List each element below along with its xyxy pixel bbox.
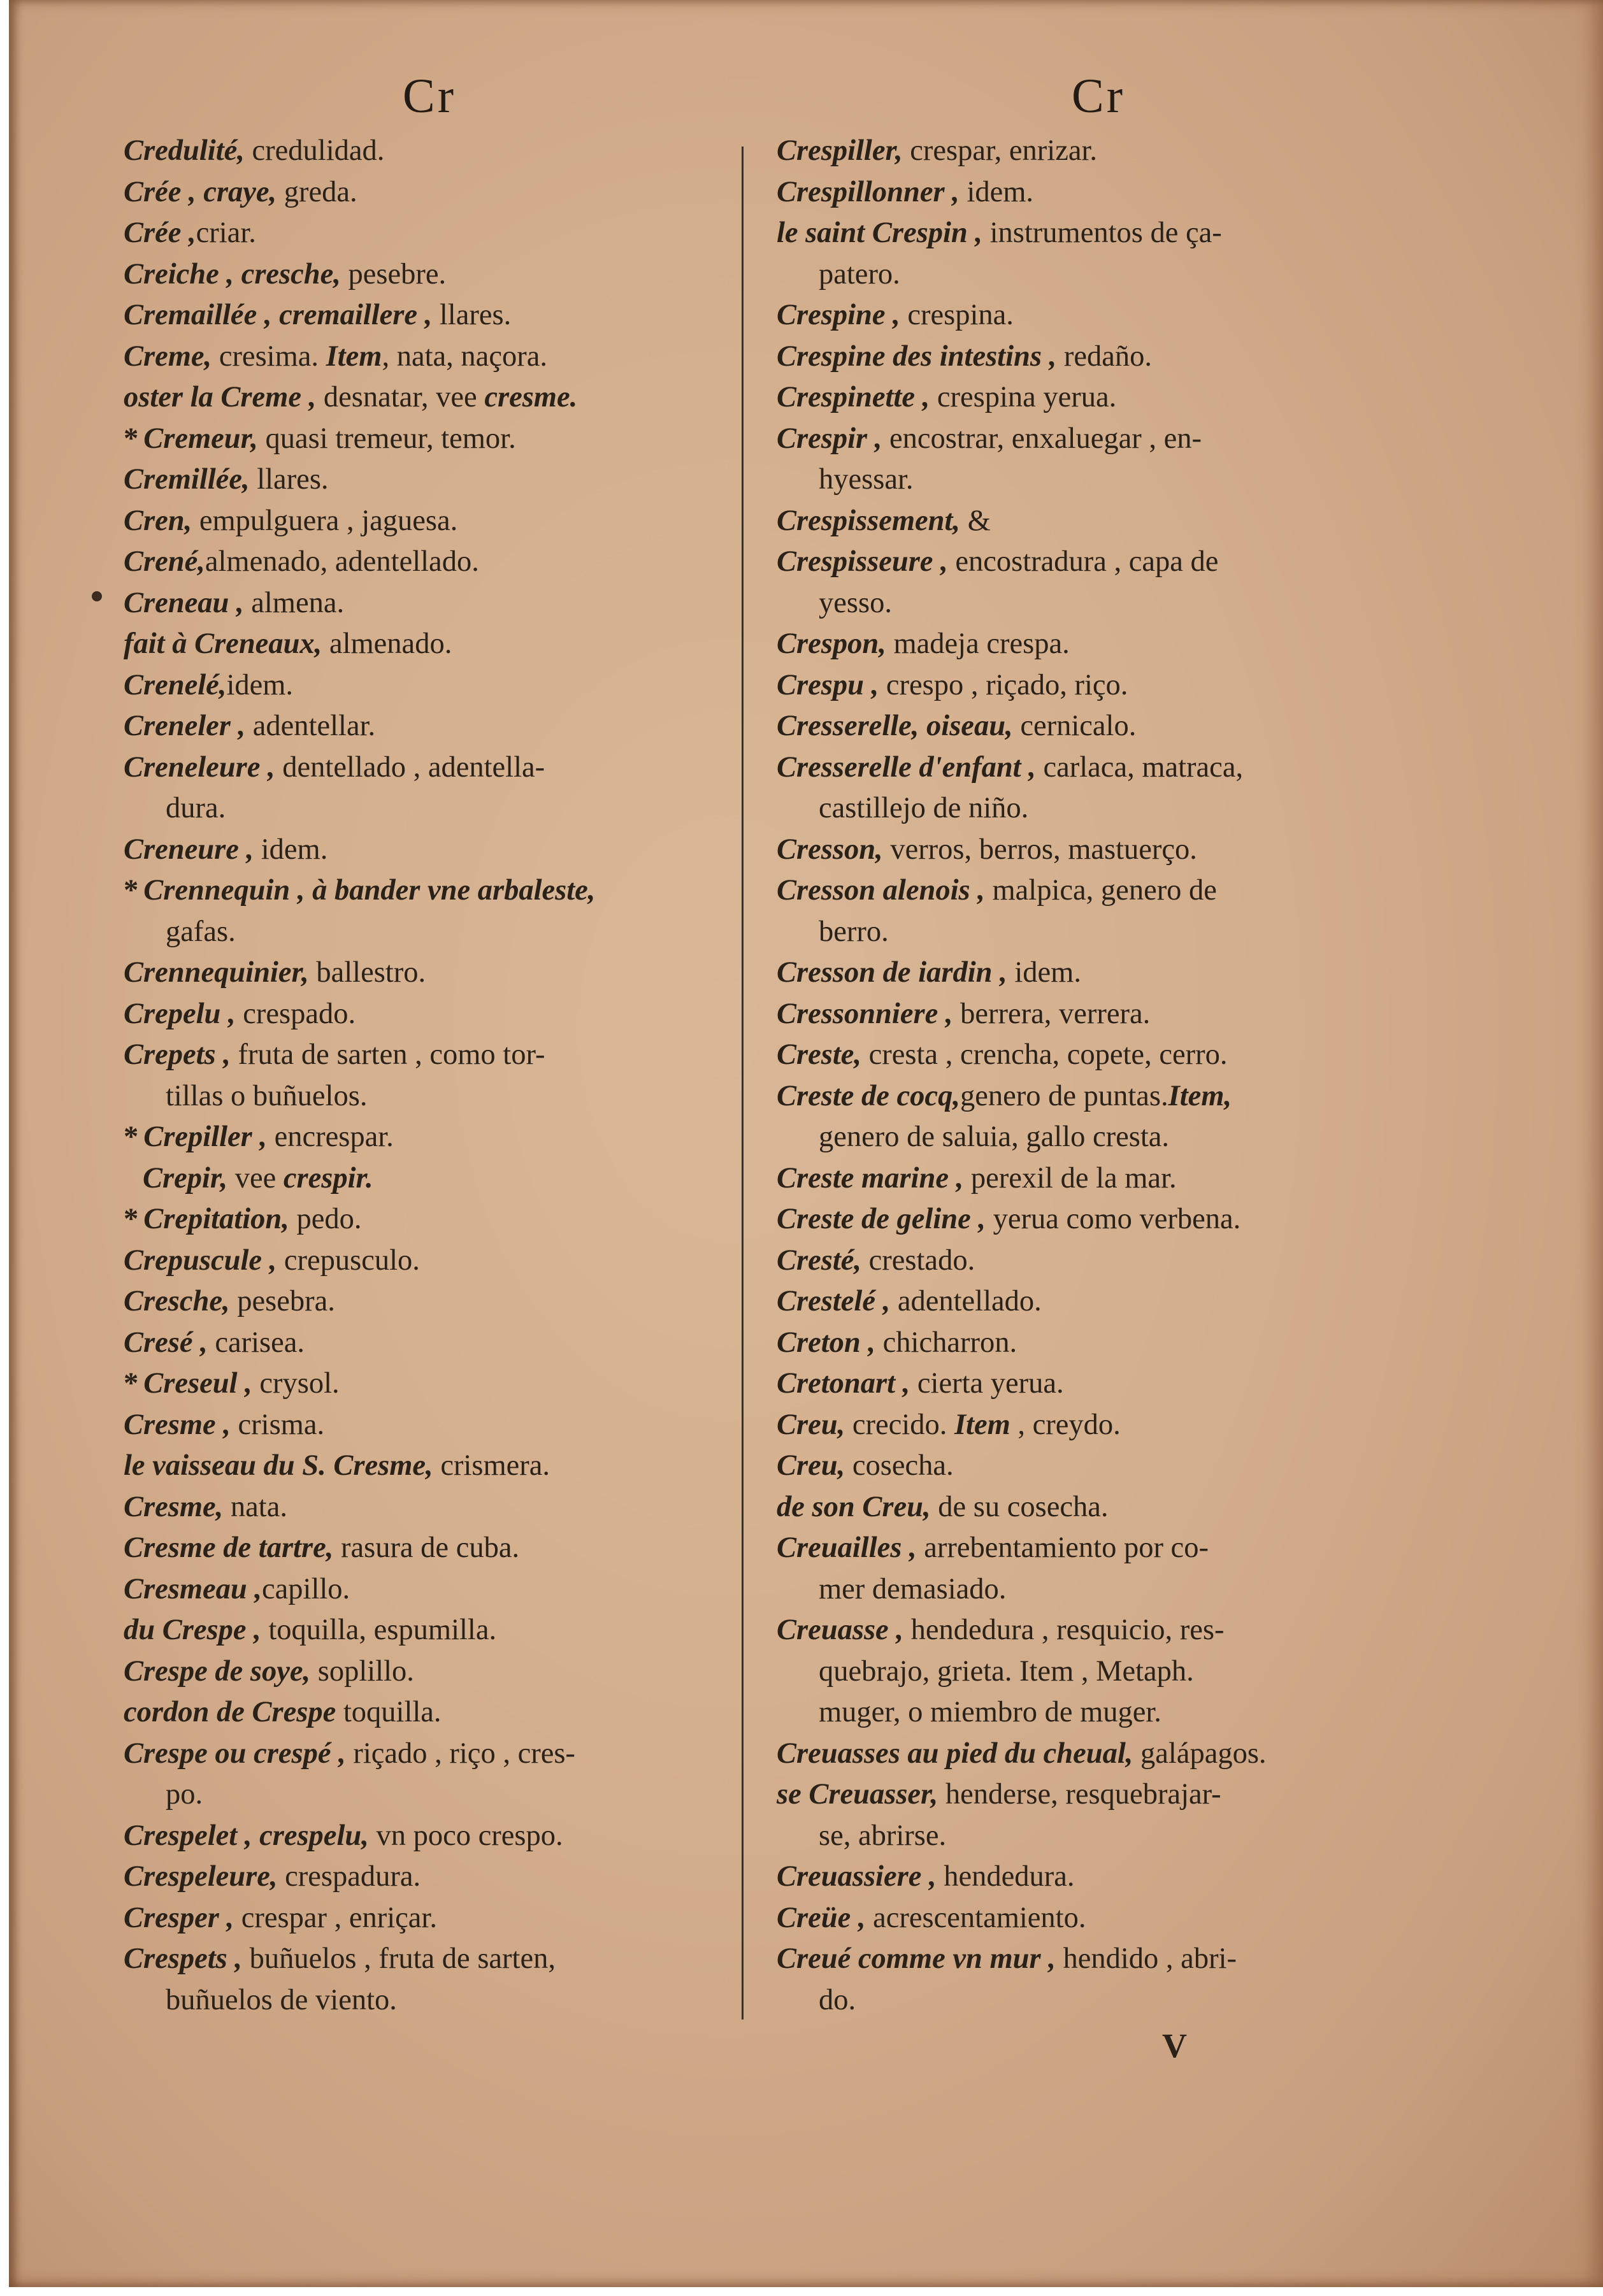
dictionary-entry <box>124 1939 735 2021</box>
definition: crespado. <box>235 997 356 1030</box>
headword: Cresme , <box>124 1408 231 1441</box>
definition: crecido. <box>845 1408 954 1441</box>
dictionary-entry <box>124 706 735 747</box>
headword: du Crespe , <box>124 1614 261 1646</box>
right-entry-list <box>777 131 1420 2021</box>
dictionary-entry <box>124 1528 735 1569</box>
dictionary-entry <box>124 459 735 501</box>
dictionary-entry <box>124 213 735 254</box>
definition-tail: , creydo. <box>1010 1408 1121 1441</box>
definition: almenado. <box>322 628 452 660</box>
dictionary-entry <box>124 419 735 460</box>
book-page <box>9 0 1603 2287</box>
headword: Creneure , <box>124 833 254 866</box>
headword: Crestelé , <box>777 1285 891 1317</box>
definition: greda. <box>277 175 357 208</box>
definition: ballestro. <box>308 956 426 989</box>
definition: nata. <box>223 1490 287 1523</box>
italic-term: Item <box>326 340 382 373</box>
definition: cernicalo. <box>1012 710 1137 742</box>
headword: Cren, <box>124 504 192 537</box>
dictionary-entry <box>777 706 1420 747</box>
headword: Crenelé, <box>124 668 227 701</box>
headword: Crespir , <box>777 422 882 455</box>
dictionary-entry <box>124 1035 735 1117</box>
headword: Cresme de tartre, <box>124 1532 334 1564</box>
dictionary-entry <box>777 1610 1420 1733</box>
column-divider <box>742 147 744 2020</box>
dictionary-entry <box>124 501 735 542</box>
headword: Creu, <box>777 1449 845 1482</box>
asterisk-mark: * <box>124 1367 139 1400</box>
dictionary-entry <box>777 1199 1420 1240</box>
definition: adentellar. <box>245 710 376 742</box>
continuation-line: hyessar. <box>819 463 914 496</box>
continuation-line: patero. <box>819 257 900 291</box>
definition: chicharron. <box>875 1326 1017 1359</box>
headword: Crepir, <box>143 1161 228 1195</box>
dictionary-entry <box>777 419 1420 501</box>
headword: Creste, <box>777 1038 862 1071</box>
definition: idem. <box>959 175 1034 208</box>
headword: Creneler , <box>124 710 246 742</box>
definition: crysol. <box>252 1367 340 1400</box>
definition: arrebentamiento por co- <box>916 1532 1209 1564</box>
headword: Creme, <box>124 340 212 373</box>
dictionary-entry <box>777 1281 1420 1323</box>
headword: Cresson de iardin , <box>777 956 1007 989</box>
headword: Crené, <box>124 545 205 578</box>
definition: malpica, genero de <box>984 874 1217 907</box>
continuation-line: se, abrirse. <box>819 1819 947 1852</box>
headword: Creuasses au pied du cheual, <box>777 1737 1133 1770</box>
continuation-line: castillejo de niño. <box>819 792 1029 824</box>
headword: Crespine des intestins , <box>777 340 1057 373</box>
continuation-line: genero de saluia, gallo cresta. <box>819 1121 1170 1153</box>
definition: yerua como verbena. <box>986 1203 1241 1235</box>
definition: cresta , crencha, copete, cerro. <box>861 1038 1228 1071</box>
dictionary-entry <box>124 1692 735 1733</box>
continuation-line: tillas o buñuelos. <box>166 1079 368 1112</box>
headword: Creton , <box>777 1326 876 1359</box>
definition: henderse, resquebrajar- <box>938 1778 1221 1811</box>
headword: Crespisseure , <box>777 545 948 578</box>
dictionary-entry <box>124 172 735 213</box>
headword: Crepiller , <box>143 1121 267 1153</box>
continuation-line: po. <box>166 1778 203 1811</box>
dictionary-entry <box>124 1281 735 1323</box>
definition: idem. <box>1007 956 1081 989</box>
headword: Crespiller, <box>777 134 903 167</box>
dictionary-entry <box>777 1240 1420 1282</box>
dictionary-entry <box>124 131 735 172</box>
definition: crespar , enriçar. <box>234 1901 437 1934</box>
definition: crismera. <box>433 1449 550 1482</box>
dictionary-entry <box>777 624 1420 665</box>
dictionary-entry <box>777 172 1420 213</box>
headword: Cresté, <box>777 1244 862 1277</box>
dictionary-entry <box>124 1898 735 1939</box>
definition: credulidad. <box>244 134 385 167</box>
italic-term: Item, <box>1168 1079 1232 1112</box>
headword: Crespets , <box>124 1942 242 1975</box>
dictionary-entry <box>124 254 735 296</box>
dictionary-entry <box>777 1898 1420 1939</box>
headword: Creiche , cresche, <box>124 257 341 291</box>
dictionary-entry <box>777 336 1420 378</box>
continuation-line: mer demasiado. <box>819 1572 1007 1605</box>
headword: Creuasse , <box>777 1614 903 1646</box>
headword: Cresson alenois , <box>777 874 985 907</box>
continuation-line: berro. <box>819 915 889 948</box>
definition: idem. <box>254 833 328 866</box>
dictionary-entry <box>777 1076 1420 1158</box>
dictionary-entry <box>124 870 735 952</box>
dictionary-entry <box>124 1323 735 1364</box>
dictionary-entry <box>777 377 1420 419</box>
dictionary-entry <box>777 1733 1420 1775</box>
signature-mark: V <box>1162 2027 1187 2065</box>
dictionary-entry <box>124 1405 735 1446</box>
headword: Creste de cocq, <box>777 1079 960 1112</box>
definition: adentellado. <box>890 1285 1042 1317</box>
headword: Crepitation, <box>143 1203 289 1235</box>
definition: dentellado , adentella- <box>275 750 545 784</box>
headword: Creneau , <box>124 586 244 619</box>
dictionary-entry <box>777 665 1420 707</box>
continuation-line: muger, o miembro de muger. <box>819 1696 1161 1728</box>
definition: almena. <box>243 586 345 619</box>
definition: encostrar, enxaluegar , en- <box>882 422 1202 455</box>
definition: pesebre. <box>340 257 447 291</box>
definition: desnatar, vee <box>316 381 485 413</box>
dictionary-entry <box>124 1816 735 1857</box>
definition: crestado. <box>861 1244 975 1277</box>
dictionary-entry <box>124 952 735 994</box>
continuation-line: quebrajo, grieta. Item , Metaph. <box>819 1654 1194 1688</box>
definition: almenado, adentellado. <box>205 545 479 578</box>
dictionary-entry <box>777 1405 1420 1446</box>
dictionary-entry <box>124 1117 735 1158</box>
headword: Crée , craye, <box>124 175 277 208</box>
dictionary-entry <box>124 1487 735 1528</box>
dictionary-entry <box>124 542 735 583</box>
continuation-line: gafas. <box>166 915 236 948</box>
headword: Cressonniere , <box>777 997 953 1030</box>
running-head-left: Cr <box>403 69 456 123</box>
definition: cosecha. <box>845 1449 954 1482</box>
headword: Creste marine , <box>777 1161 964 1195</box>
definition: crespina. <box>900 299 1014 331</box>
dictionary-entry <box>777 829 1420 871</box>
dictionary-entry <box>777 1939 1420 2021</box>
dictionary-entry <box>124 665 735 707</box>
headword: Creuassiere , <box>777 1860 937 1893</box>
dictionary-entry <box>777 1856 1420 1898</box>
dictionary-entry <box>124 1199 735 1240</box>
definition: pedo. <box>289 1203 362 1235</box>
headword: cordon de Crespe <box>124 1696 336 1728</box>
dictionary-entry <box>124 747 735 829</box>
headword: de son Creu, <box>777 1490 931 1523</box>
headword: Crespelet , crespelu, <box>124 1819 369 1852</box>
dictionary-entry <box>777 1158 1420 1200</box>
dictionary-entry <box>124 1569 735 1611</box>
dictionary-entry <box>124 1446 735 1487</box>
headword: Crespon, <box>777 628 886 660</box>
dictionary-entry <box>124 1363 735 1405</box>
definition: llares. <box>432 299 512 331</box>
headword: Cresserelle, oiseau, <box>777 710 1013 742</box>
continuation-line: yesso. <box>819 586 892 619</box>
dictionary-entry <box>777 213 1420 295</box>
asterisk-mark: * <box>124 1203 139 1235</box>
dictionary-entry <box>124 624 735 665</box>
definition: crisma. <box>230 1408 325 1441</box>
headword: Crepelu , <box>124 997 236 1030</box>
headword: Creste de geline , <box>777 1203 986 1235</box>
definition: criar. <box>196 217 256 249</box>
continuation-line: dura. <box>166 792 226 824</box>
headword: Crespine , <box>777 299 900 331</box>
dictionary-entry <box>777 994 1420 1035</box>
definition: encostradura , capa de <box>947 545 1219 578</box>
headword: Cremeur, <box>143 422 258 455</box>
italic-term: cresme. <box>484 381 578 413</box>
headword: Crepets , <box>124 1038 231 1071</box>
dictionary-entry <box>124 1856 735 1898</box>
asterisk-mark: * <box>124 1121 139 1153</box>
definition: idem. <box>226 668 294 701</box>
definition: carisea. <box>207 1326 305 1359</box>
headword: Cremaillée , cremaillere , <box>124 299 433 331</box>
dictionary-entry <box>124 295 735 336</box>
definition: quasi tremeur, temor. <box>257 422 516 455</box>
definition: empulguera , jaguesa. <box>192 504 458 537</box>
dictionary-entry <box>777 131 1420 172</box>
headword: Cresmeau , <box>124 1572 262 1605</box>
headword: Creneleure , <box>124 750 275 784</box>
definition: hendedura. <box>936 1860 1075 1893</box>
dictionary-entry <box>777 1035 1420 1076</box>
dictionary-entry <box>777 501 1420 542</box>
definition: encrespar. <box>267 1121 394 1153</box>
definition: cierta yerua. <box>910 1367 1064 1400</box>
dictionary-entry <box>777 1323 1420 1364</box>
definition: vn poco crespo. <box>368 1819 563 1852</box>
definition: & <box>960 504 991 537</box>
definition: galápagos. <box>1133 1737 1267 1770</box>
running-head-right: Cr <box>1072 69 1125 123</box>
headword: Crespeleure, <box>124 1860 278 1893</box>
headword: Cresper , <box>124 1901 234 1934</box>
definition: vee <box>227 1161 284 1195</box>
headword: Cresme, <box>124 1490 224 1523</box>
definition: toquilla, espumilla. <box>261 1614 497 1646</box>
headword: Creseul , <box>143 1367 252 1400</box>
dictionary-entry <box>124 377 735 419</box>
asterisk-mark: * <box>124 422 139 455</box>
headword: Cresson, <box>777 833 883 866</box>
asterisk-mark: * <box>124 874 139 907</box>
continuation-line: buñuelos de viento. <box>166 1983 397 2016</box>
dictionary-entry <box>777 1487 1420 1528</box>
definition: buñuelos , fruta de sarten, <box>242 1942 556 1975</box>
dictionary-entry <box>777 1774 1420 1856</box>
definition: crespadura. <box>277 1860 421 1893</box>
dictionary-entry <box>124 1651 735 1693</box>
definition: redaño. <box>1056 340 1152 373</box>
definition: carlaca, matraca, <box>1035 750 1244 784</box>
dictionary-entry <box>124 1733 735 1816</box>
headword: Cresserelle d'enfant , <box>777 750 1036 784</box>
definition: toquilla. <box>336 1696 442 1728</box>
definition: crespar, enrizar. <box>902 134 1098 167</box>
definition: acrescentamiento. <box>865 1901 1086 1934</box>
headword: le vaisseau du S. Cresme, <box>124 1449 433 1482</box>
headword: Crespillonner , <box>777 175 960 208</box>
definition: berrera, verrera. <box>952 997 1151 1030</box>
headword: fait à Creneaux, <box>124 628 322 660</box>
headword: Cretonart , <box>777 1367 910 1400</box>
dictionary-entry <box>777 1446 1420 1487</box>
definition: perexil de la mar. <box>963 1161 1177 1195</box>
definition: de su cosecha. <box>930 1490 1109 1523</box>
definition: crespo , riçado, riço. <box>879 668 1128 701</box>
definition-tail: , nata, naçora. <box>382 340 547 373</box>
headword: Crennequinier, <box>124 956 309 989</box>
dictionary-entry <box>777 1363 1420 1405</box>
headword: Creu, <box>777 1408 845 1441</box>
dictionary-entry <box>124 1158 735 1200</box>
headword: Crespe de soye, <box>124 1654 311 1688</box>
definition: madeja crespa. <box>886 628 1070 660</box>
dictionary-entry <box>124 336 735 378</box>
dictionary-entry <box>777 747 1420 829</box>
continuation-line: do. <box>819 1983 856 2016</box>
definition: soplillo. <box>310 1654 414 1688</box>
definition: cresima. <box>212 340 326 373</box>
headword: oster la Creme , <box>124 381 317 413</box>
definition: riçado , riço , cres- <box>345 1737 575 1770</box>
headword: Crespe ou crespé , <box>124 1737 346 1770</box>
definition: crespina yerua. <box>930 381 1117 413</box>
dictionary-entry <box>124 1610 735 1651</box>
definition: llares. <box>249 463 329 496</box>
definition: genero de puntas. <box>960 1079 1168 1112</box>
headword: Creué comme vn mur , <box>777 1942 1056 1975</box>
dictionary-entry <box>124 829 735 871</box>
headword: Crée , <box>124 217 196 249</box>
definition: fruta de sarten , como tor- <box>230 1038 545 1071</box>
italic-term: Item <box>954 1408 1010 1441</box>
dictionary-entry <box>777 542 1420 624</box>
left-entry-list <box>124 131 735 2021</box>
dictionary-entry <box>124 1240 735 1282</box>
headword: Crespinette , <box>777 381 930 413</box>
ink-blot-mark <box>92 591 102 601</box>
dictionary-entry <box>777 295 1420 336</box>
dictionary-entry <box>777 952 1420 994</box>
headword: se Creuasser, <box>777 1778 938 1811</box>
headword: Cresé , <box>124 1326 208 1359</box>
dictionary-entry <box>777 1528 1420 1610</box>
definition: crepusculo. <box>277 1244 420 1277</box>
headword: le saint Crespin , <box>777 217 982 249</box>
headword: Creüe , <box>777 1901 866 1934</box>
headword: Crespu , <box>777 668 879 701</box>
headword: Crespissement, <box>777 504 961 537</box>
definition: capillo. <box>262 1572 350 1605</box>
definition: verros, berros, mastuerço. <box>882 833 1197 866</box>
definition: pesebra. <box>229 1285 335 1317</box>
dictionary-entry <box>124 583 735 624</box>
definition: hendido , abri- <box>1055 1942 1237 1975</box>
definition: hendedura , resquicio, res- <box>903 1614 1225 1646</box>
headword: Crennequin , à bander vne arbaleste, <box>143 874 596 907</box>
headword: Cremillée, <box>124 463 250 496</box>
headword: Crepuscule , <box>124 1244 277 1277</box>
headword: Creuailles , <box>777 1532 917 1564</box>
dictionary-entry <box>777 870 1420 952</box>
dictionary-entry <box>124 994 735 1035</box>
definition: instrumentos de ça- <box>982 217 1222 249</box>
italic-term: crespir. <box>283 1161 373 1195</box>
headword: Credulité, <box>124 134 245 167</box>
definition: rasura de cuba. <box>333 1532 520 1564</box>
headword: Cresche, <box>124 1285 230 1317</box>
